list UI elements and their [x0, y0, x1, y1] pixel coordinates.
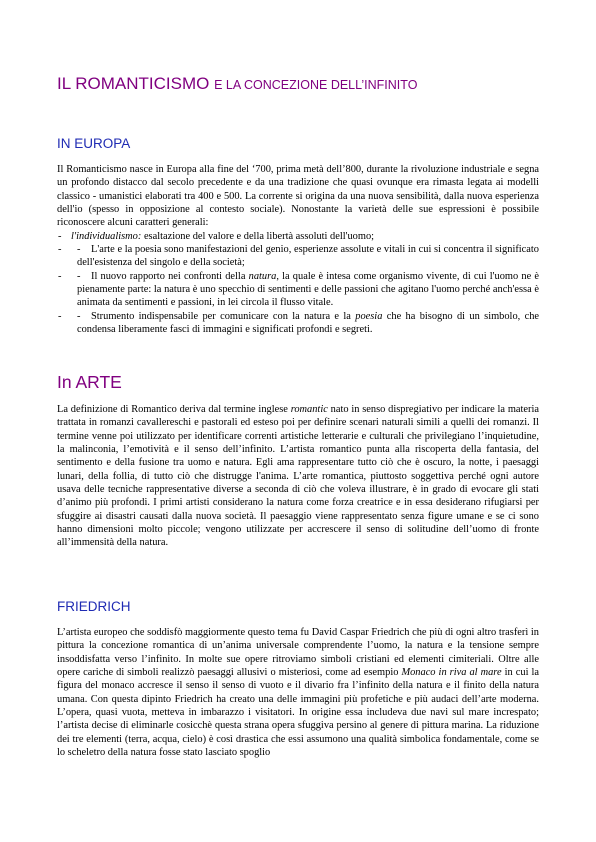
list-dash: - [58, 310, 62, 322]
friedrich-paragraph [57, 626, 539, 759]
list-item-text: L'arte e la poesia sono manifestazioni del genio, esperienze assolute e vitali in cui si concentra il significato dell'esistenza del singolo e della società; [77, 244, 539, 269]
europa-characteristics-list [57, 230, 539, 337]
list-item [57, 310, 539, 337]
arte-text: nato in senso dispregiativo per indicare la materia trattata in romanzi cavallereschi e pastorali ed esteso poi per definire scenari naturali simili a quelli dei romanzi. Il termine venne poi utilizzato per identificare correnti artistiche letterarie e culturali che privilegiano l’inquietudine, la malinconia, l’emotività e il senso dell’infinito. L’artista romantico punta alla riscoperta della fantasia, del sentimento e della fusione tra uomo e natura. Egli ama rappresentare tutto ciò che è oscuro, la notte, i paesaggi lunari, della follia, di tutto ciò che distrugge l'anima. L’arte romantica, piuttosto soggettiva perché ogni autore usava delle tecniche rappresentative diverse a seconda di ciò che voleva illustrare, è in grado di evocare gli stati d’animo più profondi. I primi artisti considerano la natura come forza creatrice e in essa desiderano rifugiarsi per sfuggire ai disastri causati dalla nuova società. Il paesaggio viene rappresentato senza figure umane e se ci sono hanno dimensioni molto piccole; vengono utilizzate per accrescere il senso di solitudine dell’uomo di fronte all’immensità della natura. [57, 404, 539, 549]
heading-in-arte: In ARTE [57, 372, 122, 392]
list-item-text: esaltazione del valore e della libertà assoluti dell'uomo; [141, 230, 375, 242]
arte-paragraph [57, 403, 539, 550]
list-inner-dash: - [77, 244, 81, 256]
list-dash: - [58, 230, 62, 242]
friedrich-text: in cui la figura del monaco accresce il senso il senso di vuoto e il divario fra l’infinito della natura e il finito della natura umana. Con questa dipinto Friedrich ha creato una delle immagini più profetiche e più audaci dell’arte moderna. L’opera, quasi vuota, metteva in imbarazzo i visitatori. In origine essa includeva due navi sul mare increspato; l’artista decise di eliminarle cosicchè questa strana opera sfuggiva persino al genere di pittura marina. La riduzione dei tre elementi (terra, acqua, cielo) è così drastica che essi assumono una qualità simbolica fondamentale, come se lo scheletro della natura fosse stato lasciato spoglio [57, 667, 540, 759]
list-item [57, 243, 539, 270]
list-inner-dash: - [77, 270, 81, 282]
list-item-emphasis: l'individualismo: [71, 230, 142, 242]
list-item-text: Strumento indispensabile per comunicare con la natura e la [91, 310, 356, 322]
arte-emphasis: romantic [290, 404, 328, 415]
list-dash: - [58, 270, 62, 282]
list-item-text: , la quale è intesa come organismo vivente, di cui l'uomo ne è pienamente parte: la natura è uno specchio di sentimenti e delle passioni che agitano l'uomo perché anch'essa è animata da sentimenti e passioni, in lei circola il flusso vitale. [77, 270, 539, 309]
heading-in-europa: IN EUROPA [57, 136, 131, 151]
list-item-emphasis: poesia [355, 310, 383, 322]
list-item-text: Il nuovo rapporto nei confronti della [91, 270, 249, 282]
list-inner-dash: - [77, 310, 81, 322]
document-title [57, 74, 541, 95]
title-main: IL ROMANTICISMO [57, 74, 210, 93]
title-subtitle: E LA CONCEZIONE DELL’INFINITO [214, 78, 418, 92]
list-item [57, 270, 539, 310]
arte-text: La definizione di Romantico deriva dal termine inglese [57, 404, 291, 415]
heading-friedrich: FRIEDRICH [57, 599, 131, 614]
list-item [57, 230, 539, 243]
list-item-text: che ha bisogno di un simbolo, che condensa liberamente fasci di immagini e significati profondi e segreti. [77, 310, 540, 336]
list-dash: - [58, 244, 62, 256]
europa-paragraph: Il Romanticismo nasce in Europa alla fine del ‘700, prima metà dell’800, durante la rivoluzione industriale e segna un profondo distacco dal secolo precedente e da una tradizione che quasi ovunque era rimasta legata ai modelli classico - umanistici elaborati tra 400 e 500. La corrente si origina da una nuova sensibilità, dalla nuova esperienza dell'io (spesso in opposizione al contesto sociale). Nonostante la varietà delle sue espressioni è possibile riconoscere alcuni caratteri generali: [57, 164, 539, 229]
friedrich-emphasis: Monaco in riva al mare [401, 667, 502, 679]
friedrich-text: L’artista europeo che soddisfò maggiormente questo tema fu David Caspar Friedrich che più di ogni altro trasferì in pittura la concezione romantica di un’anima universale comprendente l’uomo, la natura e la tensione sempre insoddisfatta verso l’infinito. In molte sue opere ritroviamo simboli cristiani ed elementi cimiteriali. Oltre alle opere cariche di simboli realizzò paesaggi allusivi o misteriosi, come ad esempio [57, 627, 539, 679]
list-item-emphasis: natura [248, 270, 277, 282]
